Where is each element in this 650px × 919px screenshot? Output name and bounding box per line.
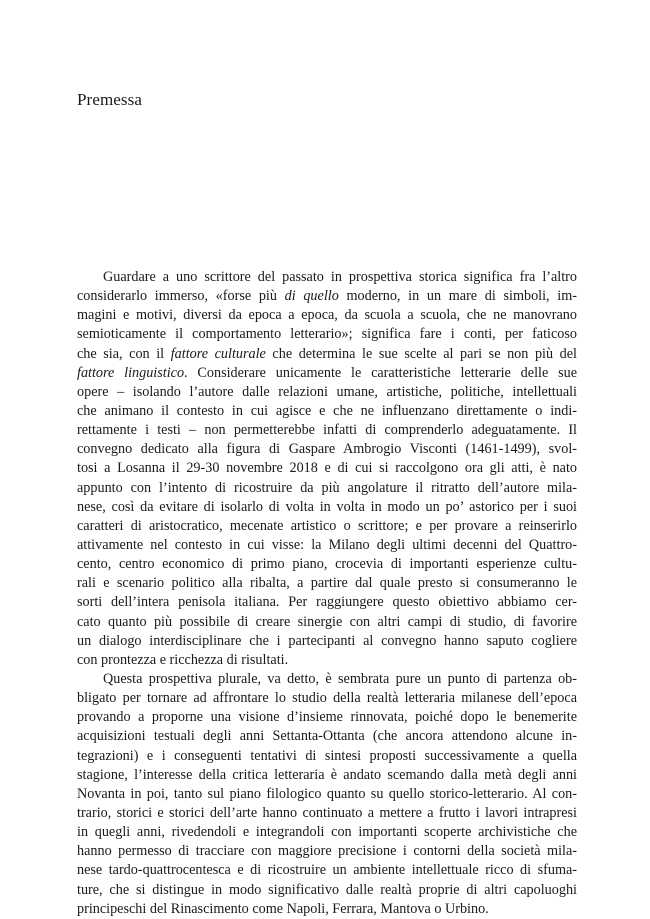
text-segment: hanno permesso di tracciare con maggiore precisione i contorni della società mila-	[77, 843, 577, 860]
text-line	[77, 402, 577, 421]
text-segment: appunto con l’intento di ricostruire da più angolature il ritratto dell’autore mila-	[77, 479, 577, 496]
text-line	[77, 881, 577, 900]
text-line	[77, 517, 577, 536]
text-line	[77, 823, 577, 842]
text-line	[77, 727, 577, 746]
text-segment: in quegli anni, rivedendoli e integrandoli con importanti scoperte archivistiche che	[77, 824, 577, 841]
text-line	[77, 268, 577, 287]
text-segment: opere – isolando l’autore dalle relazioni umane, artistiche, politiche, intellettuali	[77, 383, 577, 400]
text-line	[77, 842, 577, 861]
text-segment: magini e motivi, diversi da epoca a epoca, da scuola a scuola, che ne manovrano	[77, 307, 577, 324]
italic-phrase: fattore culturale	[170, 345, 266, 362]
italic-phrase: fattore linguistico	[77, 364, 185, 381]
body-text	[77, 268, 577, 919]
text-segment: tegrazioni) e i conseguenti tentativi di sintesi proposti successivamente a quella	[77, 747, 577, 764]
text-segment: cato quanto più possibile di creare sinergie con altri campi di studio, di favorire	[77, 613, 577, 630]
text-segment: Novanta in poi, tanto sul piano filologico quanto su quello storico-letterario. Al con-	[77, 785, 577, 802]
text-segment: tosi a Losanna il 29-30 novembre 2018 e di cui si raccolgono ora gli atti, è nato	[77, 460, 577, 477]
text-line	[77, 651, 577, 670]
text-segment: ture, che si distingue in modo significativo dalle realtà proprie di altri capoluoghi	[77, 881, 577, 898]
text-segment: stagione, l’interesse della critica letteraria è andato scemando dalla metà degli anni	[77, 766, 577, 783]
text-line	[77, 632, 577, 651]
text-line	[77, 574, 577, 593]
text-segment: un dialogo interdisciplinare che i partecipanti al convegno hanno saputo cogliere	[77, 632, 577, 649]
text-segment: acquisizioni testuali degli anni Settanta-Ottanta (che ancora attendono alcune in-	[77, 728, 577, 745]
text-line	[77, 479, 577, 498]
text-segment: convegno dedicato alla figura di Gaspare Ambrogio Visconti (1461-1499), svol-	[77, 441, 577, 458]
text-line	[77, 364, 577, 383]
text-segment: principeschi del Rinascimento come Napoli, Ferrara, Mantova o Urbino.	[77, 900, 489, 917]
text-segment: che sia, con il	[77, 345, 171, 362]
text-segment: bligato per tornare ad affrontare lo studio della realtà letteraria milanese dell’epoca	[77, 690, 577, 707]
text-line	[77, 785, 577, 804]
text-segment: . Considerare unicamente le caratteristiche letterarie delle sue	[184, 364, 577, 381]
text-line	[77, 747, 577, 766]
text-segment: trario, storici e storici dell’arte hanno continuato a mettere a frutto i lavori intrapresi	[77, 804, 577, 821]
text-line	[77, 689, 577, 708]
text-segment: rettamente i testi – non permetterebbe infatti di comprenderlo adeguatamente. Il	[77, 422, 577, 439]
text-line	[77, 708, 577, 727]
text-segment: considerarlo immerso, «forse più	[77, 288, 285, 305]
text-segment: con prontezza e ricchezza di risultati.	[77, 651, 289, 668]
text-segment: semioticamente il comportamento letterario»; significa fare i conti, per faticoso	[77, 326, 577, 343]
text-line	[77, 555, 577, 574]
text-segment: moderno, in un mare di simboli, im-	[338, 288, 577, 305]
text-segment: nese, così da evitare di isolarlo di volta in volta in modo un po’ astorico per i suoi	[77, 498, 577, 515]
text-segment: Questa prospettiva plurale, va detto, è sembrata pure un punto di partenza ob-	[103, 670, 577, 687]
text-segment: rali e scenario politico alla ribalta, a partire dal quale presto si consumeranno le	[77, 575, 577, 592]
text-line	[77, 306, 577, 325]
text-line	[77, 804, 577, 823]
text-line	[77, 345, 577, 364]
text-line	[77, 421, 577, 440]
text-line	[77, 440, 577, 459]
text-line	[77, 287, 577, 306]
italic-phrase: di quello	[284, 288, 339, 305]
text-line	[77, 536, 577, 555]
text-line	[77, 593, 577, 612]
text-segment: caratteri di aristocratico, mecenate artistico o scrittore; e per provare a reinserirlo	[77, 517, 577, 534]
text-segment: che animano il contesto in cui agisce e che ne influenzano direttamente o indi-	[77, 402, 577, 419]
text-segment: sorti dell’intera penisola italiana. Per raggiungere questo obiettivo abbiamo cer-	[77, 594, 577, 611]
text-line	[77, 459, 577, 478]
page-title: Premessa	[77, 90, 143, 109]
text-line	[77, 498, 577, 517]
text-segment: che determina le sue scelte al pari se non più del	[265, 345, 578, 362]
text-line	[77, 900, 577, 919]
text-segment: cento, centro economico di primo piano, crocevia di importanti esperienze cultu-	[77, 556, 577, 573]
text-line	[77, 613, 577, 632]
text-line	[77, 861, 577, 880]
text-segment: Guardare a uno scrittore del passato in prospettiva storica significa fra l’altro	[103, 269, 577, 285]
text-line	[77, 670, 577, 689]
text-segment: attivamente nel contesto in cui visse: la Milano degli ultimi decenni del Quattro-	[77, 536, 577, 553]
text-segment: nese tardo-quattrocentesca e di ricostruire un ambiente intellettuale ricco di sfuma-	[77, 862, 577, 879]
text-segment: provando a proporne una visione d’insieme rinnovata, poiché dopo le benemerite	[77, 709, 577, 726]
text-line	[77, 766, 577, 785]
text-line	[77, 325, 577, 344]
text-line	[77, 383, 577, 402]
